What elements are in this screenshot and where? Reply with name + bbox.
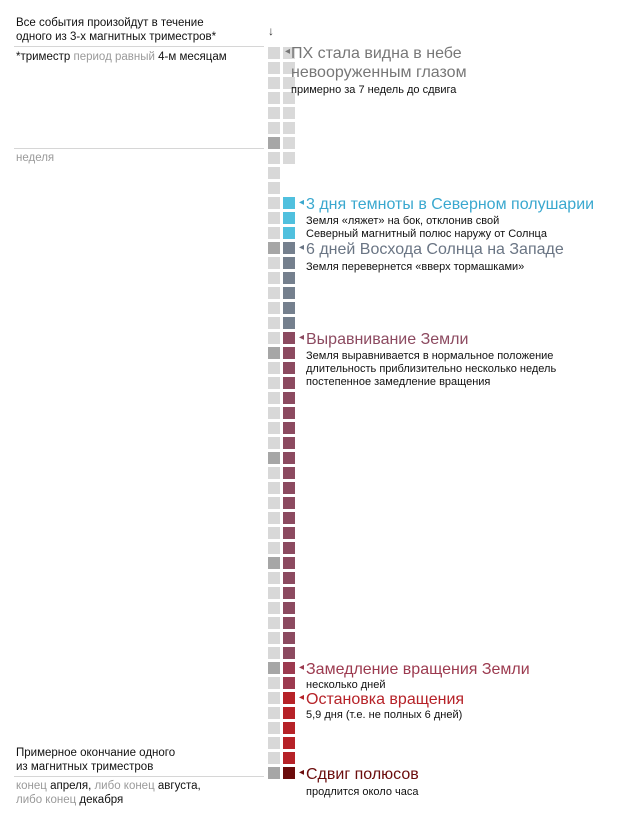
week-cell <box>268 332 280 344</box>
week-cell <box>268 302 280 314</box>
week-cell <box>268 182 280 194</box>
ending-line-1: Примерное окончание одного <box>16 747 176 759</box>
event-cell <box>283 677 295 689</box>
week-cell <box>268 257 280 269</box>
event-ph-title-2: невооруженным глазом <box>291 64 467 81</box>
week-cell <box>268 737 280 749</box>
week-cell <box>268 692 280 704</box>
week-cell <box>268 767 280 779</box>
week-cell <box>268 422 280 434</box>
ending-word-2: либо конец <box>94 780 155 792</box>
event-cell <box>283 302 295 314</box>
event-align-arrow-icon: ◂ <box>299 332 305 343</box>
footnote-part-1: *триместр <box>16 51 71 63</box>
week-cell <box>268 647 280 659</box>
week-cell <box>268 617 280 629</box>
week-cell <box>268 722 280 734</box>
event-shift-title: Сдвиг полюсов <box>306 766 419 783</box>
event-slow <box>306 660 530 692</box>
week-cell <box>268 662 280 674</box>
week-cell <box>268 347 280 359</box>
week-cell <box>268 152 280 164</box>
header-text <box>16 16 216 44</box>
week-cell <box>268 677 280 689</box>
event-cell <box>283 722 295 734</box>
event-cell <box>283 452 295 464</box>
ending-word-1: конец <box>16 780 47 792</box>
week-cell <box>268 77 280 89</box>
week-cell <box>268 512 280 524</box>
event-align-desc-1: Земля выравнивается в нормальное положение <box>306 350 554 362</box>
week-cell <box>268 197 280 209</box>
event-cell <box>283 602 295 614</box>
event-cell <box>283 212 295 224</box>
ending-word-3: либо конец <box>16 794 77 806</box>
event-cell <box>283 557 295 569</box>
event-dark-desc-2: Северный магнитный полюс наружу от Солнца <box>306 228 547 240</box>
week-cell <box>268 527 280 539</box>
week-cell <box>268 482 280 494</box>
event-cell <box>283 272 295 284</box>
week-cell <box>268 122 280 134</box>
week-cell <box>268 407 280 419</box>
ending-month-april: апреля, <box>50 780 92 792</box>
event-slow-arrow-icon: ◂ <box>299 662 305 673</box>
event-slow-desc-1: несколько дней <box>306 679 386 691</box>
event-dark-desc-1: Земля «ляжет» на бок, отклонив свой <box>306 215 500 227</box>
event-cell <box>283 422 295 434</box>
week-cell <box>268 92 280 104</box>
event-cell <box>283 197 295 209</box>
event-sunrise <box>306 240 564 274</box>
week-cell <box>268 602 280 614</box>
week-cell <box>268 572 280 584</box>
footnote-part-2: период равный <box>73 51 155 63</box>
event-shift-desc-1: продлится около часа <box>306 786 419 798</box>
week-cell <box>268 587 280 599</box>
event-cell <box>283 392 295 404</box>
event-sunrise-arrow-icon: ◂ <box>299 242 305 253</box>
event-cell <box>283 752 295 764</box>
week-cell <box>268 437 280 449</box>
week-cell <box>268 362 280 374</box>
week-cell <box>268 752 280 764</box>
event-ph-desc-1: примерно за 7 недель до сдвига <box>291 84 457 96</box>
event-shift-arrow-icon: ◂ <box>299 767 305 778</box>
event-slow-title: Замедление вращения Земли <box>306 661 530 678</box>
ending-months <box>16 779 201 807</box>
event-stop-arrow-icon: ◂ <box>299 692 305 703</box>
footnote <box>16 50 227 64</box>
event-cell <box>283 707 295 719</box>
event-cell <box>283 152 295 164</box>
week-cell <box>268 392 280 404</box>
event-cell <box>283 287 295 299</box>
event-ph <box>291 44 467 97</box>
event-cell <box>283 362 295 374</box>
down-arrow-icon: ↓ <box>268 24 274 38</box>
ending-month-december: декабря <box>79 794 124 806</box>
event-cell <box>283 647 295 659</box>
event-sunrise-desc-1: Земля перевернется «вверх тормашками» <box>306 261 525 273</box>
week-cell <box>268 542 280 554</box>
event-cell <box>283 107 295 119</box>
week-cell <box>268 227 280 239</box>
top-rule <box>14 46 264 47</box>
event-sunrise-title: 6 дней Восхода Солнца на Западе <box>306 241 564 258</box>
week-cell <box>268 287 280 299</box>
week-cell <box>268 62 280 74</box>
ending-line-2: из магнитных триместров <box>16 761 154 773</box>
ending-text <box>16 746 175 774</box>
header-line-2: одного из 3-х магнитных триместров* <box>16 31 217 43</box>
event-dark-arrow-icon: ◂ <box>299 197 305 208</box>
week-cell <box>268 242 280 254</box>
event-cell <box>283 407 295 419</box>
event-cell <box>283 617 295 629</box>
week-cell <box>268 137 280 149</box>
week-cell <box>268 272 280 284</box>
event-cell <box>283 467 295 479</box>
week-cell <box>268 467 280 479</box>
event-cell <box>283 377 295 389</box>
event-shift <box>306 765 419 799</box>
event-cell <box>283 242 295 254</box>
footnote-part-3: 4-м месяцам <box>158 51 227 63</box>
event-cell <box>283 437 295 449</box>
event-stop <box>306 690 464 722</box>
week-cell <box>268 497 280 509</box>
header-line-1: Все события произойдут в течение <box>16 17 204 29</box>
event-cell <box>283 122 295 134</box>
event-cell <box>283 332 295 344</box>
week-cell <box>268 167 280 179</box>
event-cell <box>283 587 295 599</box>
event-cell <box>283 542 295 554</box>
event-cell <box>283 257 295 269</box>
event-cell <box>283 347 295 359</box>
event-cell <box>283 662 295 674</box>
event-cell <box>283 227 295 239</box>
week-rule <box>14 148 264 149</box>
week-cell <box>268 107 280 119</box>
event-cell <box>283 137 295 149</box>
week-cell <box>268 632 280 644</box>
week-cell <box>268 212 280 224</box>
event-align <box>306 330 556 389</box>
week-cell <box>268 47 280 59</box>
event-align-desc-3: постепенное замедление вращения <box>306 376 491 388</box>
event-dark <box>306 195 594 241</box>
event-cell <box>283 497 295 509</box>
ending-rule <box>14 776 264 777</box>
event-cell <box>283 737 295 749</box>
week-cell <box>268 707 280 719</box>
event-ph-arrow-icon: ◂ <box>285 46 291 57</box>
event-ph-title-1: ПХ стала видна в небе <box>291 45 462 62</box>
event-cell <box>283 527 295 539</box>
week-cell <box>268 377 280 389</box>
week-cell <box>268 317 280 329</box>
ending-month-august: августа, <box>157 780 201 792</box>
event-cell <box>283 767 295 779</box>
event-cell <box>283 317 295 329</box>
event-cell <box>283 512 295 524</box>
event-align-title: Выравнивание Земли <box>306 331 469 348</box>
event-cell <box>283 482 295 494</box>
event-cell <box>283 572 295 584</box>
event-stop-title: Остановка вращения <box>306 691 465 708</box>
event-stop-desc-1: 5,9 дня (т.е. не полных 6 дней) <box>306 709 463 721</box>
event-align-desc-2: длительность приблизительно несколько недель <box>306 363 557 375</box>
week-label: неделя <box>16 152 55 164</box>
week-cell <box>268 452 280 464</box>
event-dark-title: 3 дня темноты в Северном полушарии <box>306 196 595 213</box>
event-cell <box>283 692 295 704</box>
event-cell <box>283 632 295 644</box>
week-cell <box>268 557 280 569</box>
